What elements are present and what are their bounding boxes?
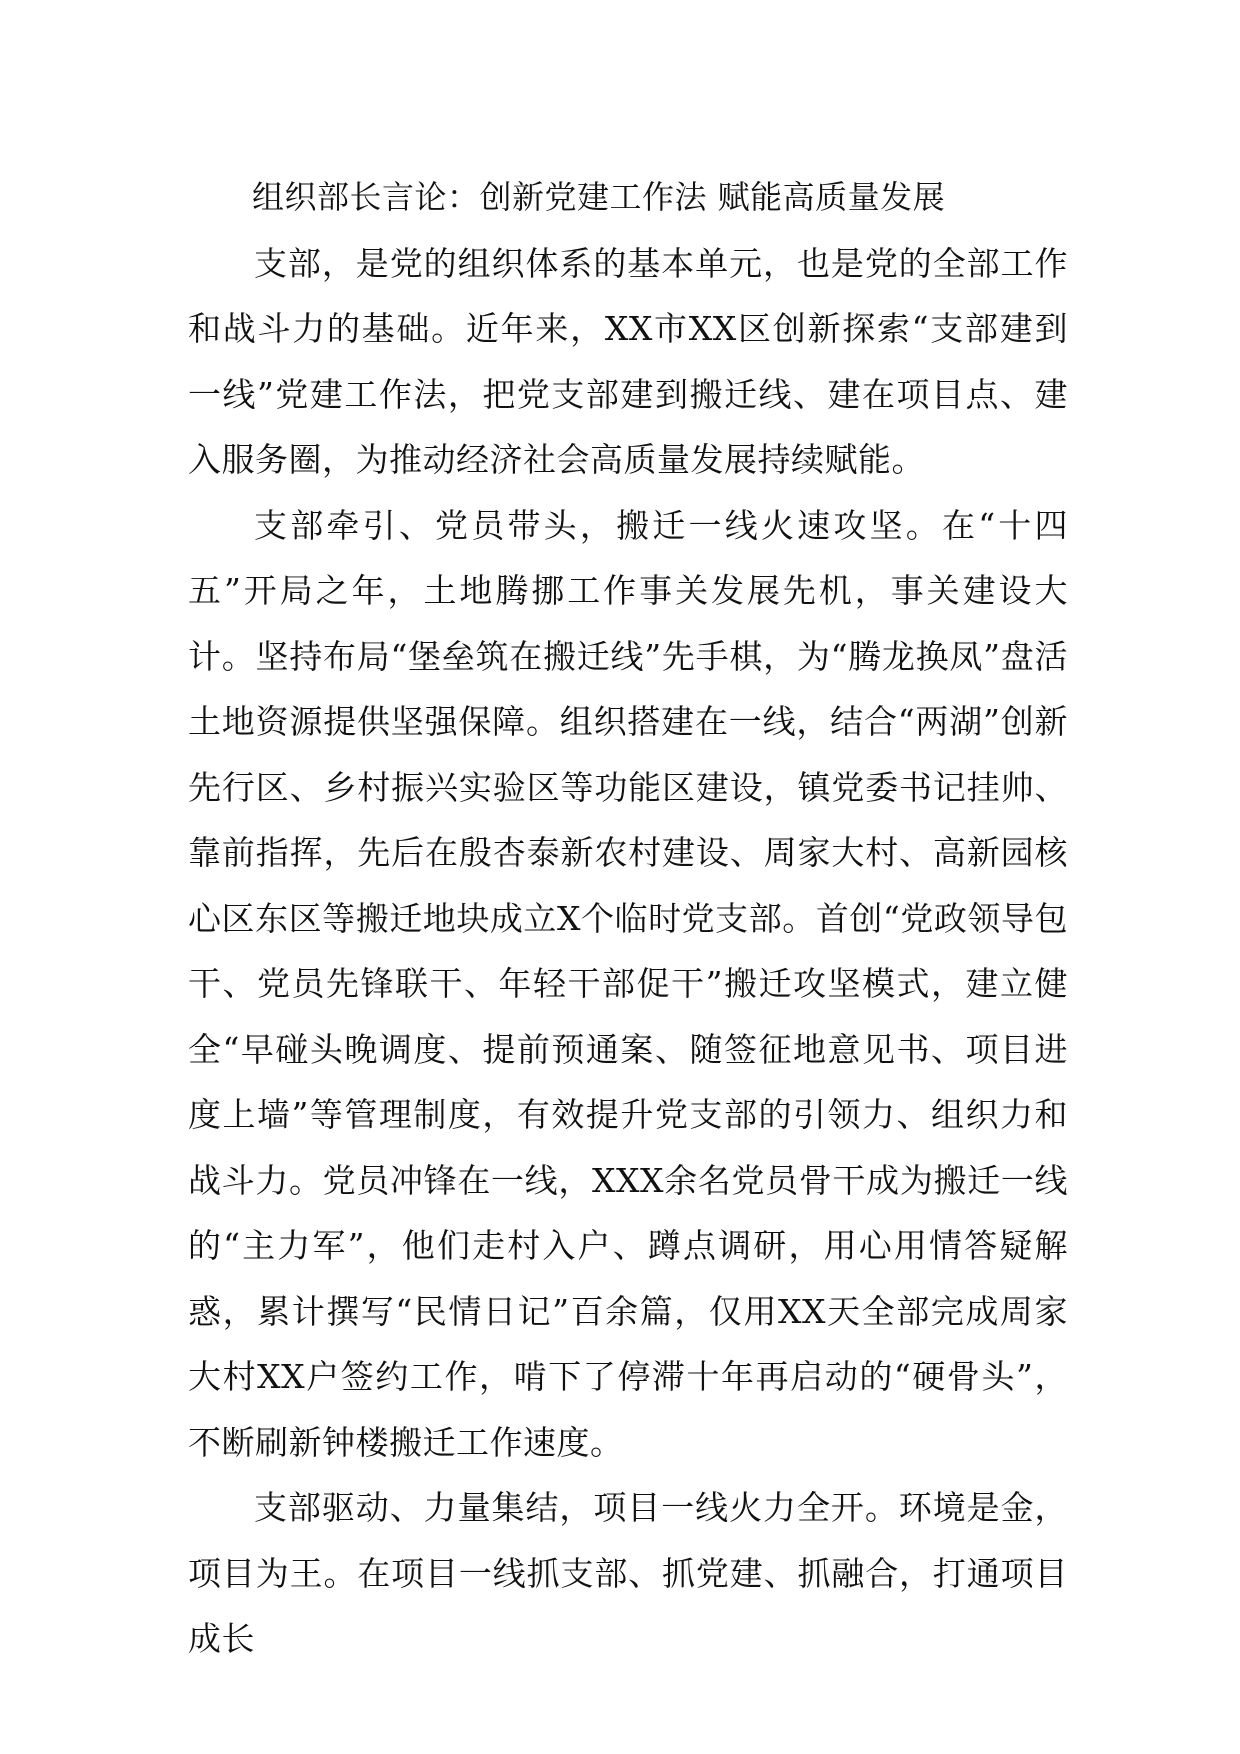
- article-title: 组织部长言论：创新党建工作法 赋能高质量发展: [252, 178, 946, 216]
- paragraph-relocation: 支部牵引、党员带头，搬迁一线火速攻坚。在“十四五”开局之年，土地腾挪工作事关发展先机，事关建设大计。坚持布局“堡垒筑在搬迁线”先手棋，为“腾龙换凤”盘活土地资源提供坚强保障。组织搭建在一线，结合“两湖”创新先行区、乡村振兴实验区等功能区建设，镇党委书记挂帅、靠前指挥，先后在殷杏泰新农村建设、周家大村、高新园核心区东区等搬迁地块成立X个临时党支部。首创“党政领导包干、党员先锋联干、年轻干部促干”搬迁攻坚模式，建立健全“早碰头晚调度、提前预通案、随签征地意见书、项目进度上墙”等管理制度，有效提升党支部的引领力、组织力和战斗力。党员冲锋在一线，XXX余名党员骨干成为搬迁一线的“主力军”，他们走村入户、蹲点调研，用心用情答疑解惑，累计撰写“民情日记”百余篇，仅用XX天全部完成周家大村XX户签约工作，啃下了停滞十年再启动的“硬骨头”，不断刷新钟楼搬迁工作速度。: [188, 505, 1068, 1462]
- paragraph-project: 支部驱动、力量集结，项目一线火力全开。环境是金，项目为王。在项目一线抓支部、抓党建、抓融合，打通项目成长: [188, 1488, 1068, 1658]
- article-body: [188, 165, 1068, 1672]
- paragraph-intro: 支部，是党的组织体系的基本单元，也是党的全部工作和战斗力的基础。近年来，XX市XX区创新探索“支部建到一线”党建工作法，把党支部建到搬迁线、建在项目点、建入服务圈，为推动经济社会高质量发展持续赋能。: [188, 243, 1068, 479]
